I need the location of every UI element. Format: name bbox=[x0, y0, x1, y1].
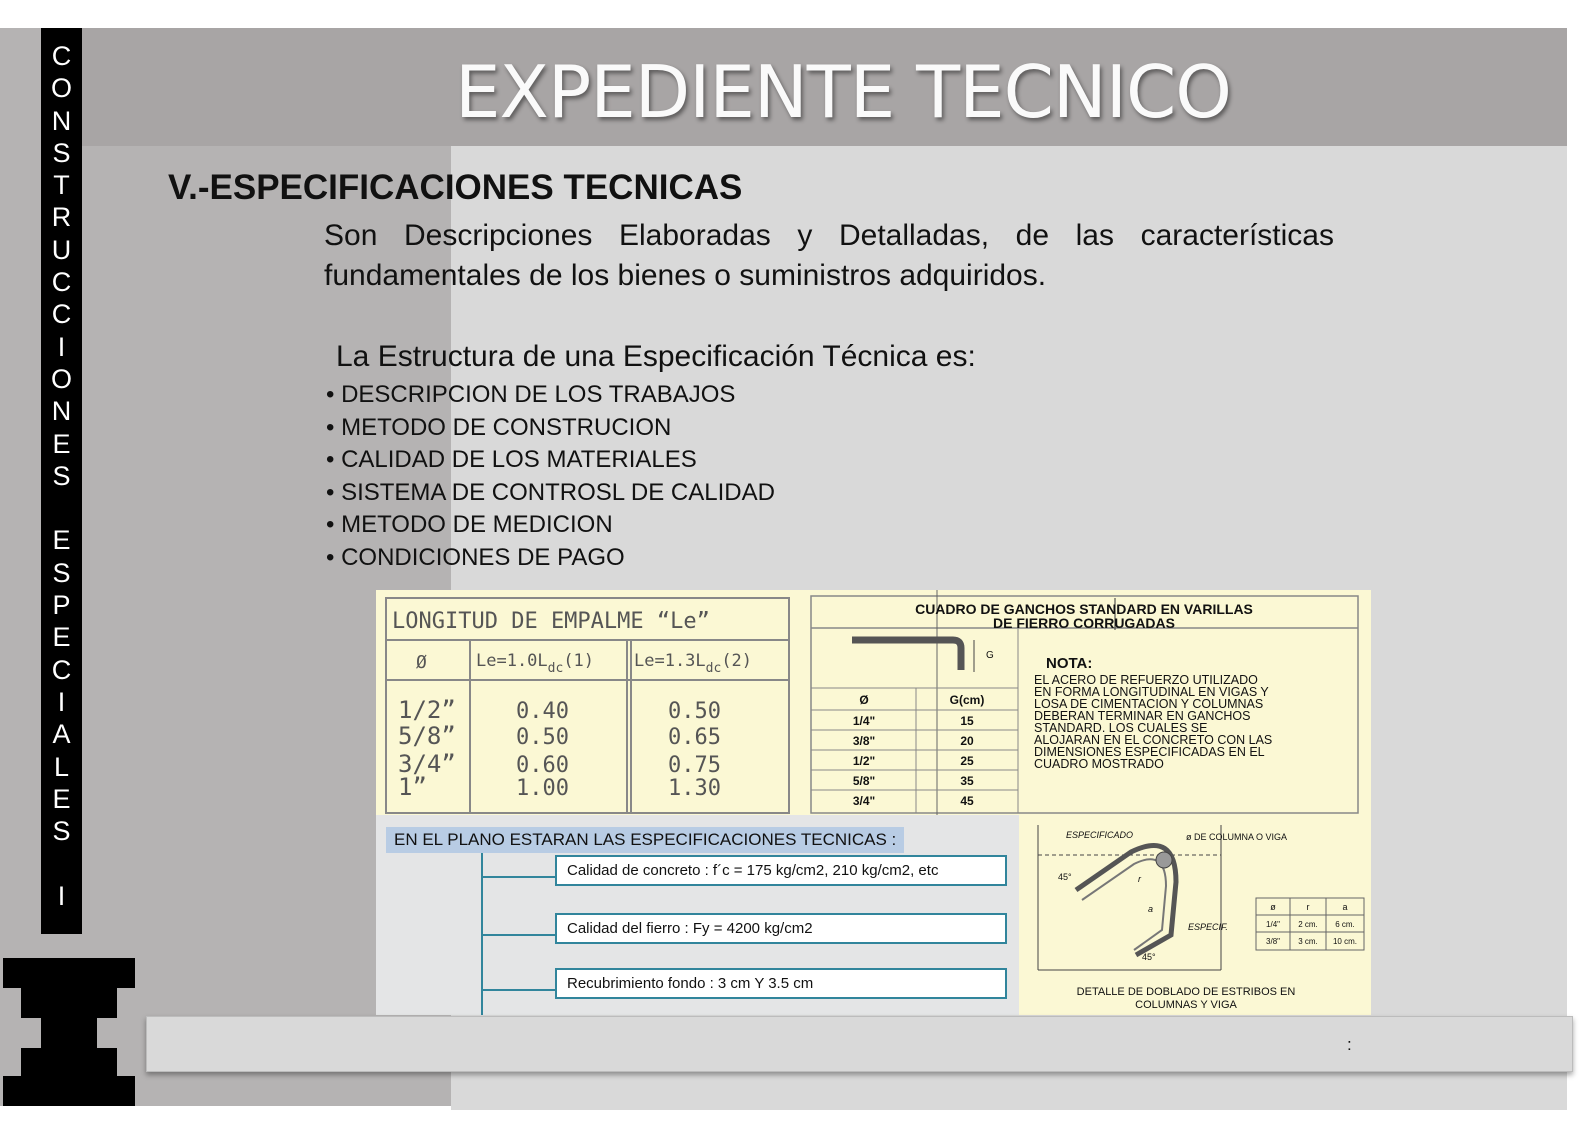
estribos-table-cell: 3 cm. bbox=[1298, 937, 1318, 946]
estribos-table-cell: 1/4" bbox=[1266, 920, 1280, 929]
technical-figure bbox=[376, 590, 1371, 1015]
empalme-cell: 1” bbox=[398, 773, 427, 801]
footer-text: : bbox=[1347, 1035, 1352, 1054]
list-item: • METODO DE MEDICION bbox=[326, 509, 775, 542]
empalme-cell: 0.40 bbox=[516, 699, 569, 724]
ganchos-header: G(cm) bbox=[949, 693, 985, 707]
vertical-side-text: C O N S T R U C C I O N E S E S P E C I A L E S I bbox=[50, 41, 72, 911]
list-item: • SISTEMA DE CONTROSL DE CALIDAD bbox=[326, 477, 775, 510]
estribos-angle-label: 45° bbox=[1058, 872, 1072, 882]
ganchos-header: Ø bbox=[859, 693, 869, 707]
estribos-table-header: ø bbox=[1270, 902, 1276, 912]
footer-bar bbox=[146, 1016, 1573, 1072]
empalme-cell: 0.50 bbox=[516, 725, 569, 750]
empalme-cell: 0.50 bbox=[668, 699, 721, 724]
section-heading: V.-ESPECIFICACIONES TECNICAS bbox=[168, 168, 743, 207]
estribos-table-header: a bbox=[1342, 902, 1348, 912]
estribos-table-cell: 2 cm. bbox=[1298, 920, 1318, 929]
ganchos-cell: 1/2" bbox=[852, 754, 876, 768]
ganchos-cell: 15 bbox=[960, 714, 974, 728]
ganchos-note-line: CUADRO MOSTRADO bbox=[1034, 757, 1164, 771]
ganchos-cell: 3/4" bbox=[852, 794, 876, 808]
plan-item-fierro: Calidad del fierro : Fy = 4200 kg/cm2 bbox=[555, 913, 1007, 944]
ganchos-note-line: STANDARD. LOS CUALES SE bbox=[1034, 721, 1208, 735]
empalme-cell: 1.00 bbox=[516, 776, 569, 801]
estribos-angle-label: 45° bbox=[1142, 952, 1156, 962]
estribos-table-cell: 6 cm. bbox=[1335, 920, 1355, 929]
list-item: • DESCRIPCION DE LOS TRABAJOS bbox=[326, 379, 775, 412]
slide-title: EXPEDIENTE TECNICO bbox=[455, 50, 1231, 134]
structure-list bbox=[326, 379, 775, 574]
ganchos-cell: 5/8" bbox=[852, 774, 876, 788]
estribos-label-especificado: ESPECIFICADO bbox=[1066, 830, 1134, 840]
empalme-header-diameter: Ø bbox=[416, 652, 427, 673]
estribos-table-cell: 10 cm. bbox=[1332, 937, 1358, 946]
estribos-detail bbox=[1024, 820, 1371, 1015]
plan-item-concreto: Calidad de concreto : f´c = 175 kg/cm2, 210 kg/cm2, etc bbox=[555, 855, 1007, 886]
list-item: • CALIDAD DE LOS MATERIALES bbox=[326, 444, 775, 477]
estribos-caption-line1: DETALLE DE DOBLADO DE ESTRIBOS EN bbox=[1076, 986, 1296, 998]
ganchos-cell: 3/8" bbox=[852, 734, 876, 748]
estribos-table-header: r bbox=[1306, 902, 1310, 912]
ganchos-note-line: EL ACERO DE REFUERZO UTILIZADO bbox=[1034, 673, 1258, 687]
empalme-cell: 1/2” bbox=[398, 696, 456, 724]
ganchos-title-line1: CUADRO DE GANCHOS STANDARD EN VARILLAS bbox=[915, 601, 1253, 617]
estribos-a-label: a bbox=[1148, 904, 1154, 914]
empalme-cell: 0.60 bbox=[516, 753, 569, 778]
estribos-label-columna: ø DE COLUMNA O VIGA bbox=[1186, 832, 1288, 842]
ganchos-note-line: DIMENSIONES ESPECIFICADAS EN EL bbox=[1034, 745, 1265, 759]
intro-paragraph: Son Descripciones Elaboradas y Detalladas, de las características fundamentales de los bienes o suministros adquiridos. bbox=[324, 219, 1334, 292]
empalme-cell: 0.65 bbox=[668, 725, 721, 750]
list-item: • METODO DE CONSTRUCION bbox=[326, 412, 775, 445]
empalme-header-le2: $Le=1.3L_{dc}(2)$ bbox=[634, 651, 753, 676]
ganchos-cell: 1/4" bbox=[852, 714, 876, 728]
plan-header: EN EL PLANO ESTARAN LAS ESPECIFICACIONES TECNICAS : bbox=[386, 827, 904, 853]
ganchos-cell: 35 bbox=[960, 774, 974, 788]
ganchos-note-title: NOTA: bbox=[1046, 655, 1093, 672]
ganchos-cell: 45 bbox=[960, 794, 974, 808]
empalme-cell: 0.75 bbox=[668, 753, 721, 778]
estribos-table-cell: 3/8" bbox=[1266, 937, 1280, 946]
estribos-r-label: r bbox=[1138, 874, 1141, 884]
ganchos-table bbox=[811, 590, 1358, 815]
list-item: • CONDICIONES DE PAGO bbox=[326, 542, 775, 575]
empalme-cell: 1.30 bbox=[668, 776, 721, 801]
empalme-table bbox=[386, 598, 789, 813]
vertical-side-bar bbox=[41, 28, 82, 934]
plan-specifications-panel bbox=[376, 815, 1019, 1015]
company-logo-icon bbox=[3, 958, 135, 1106]
empalme-cell: 5/8” bbox=[398, 722, 456, 750]
estribos-label-especif: ESPECIF. bbox=[1188, 922, 1228, 932]
ganchos-title-line2: DE FIERRO CORRUGADAS bbox=[992, 615, 1176, 631]
empalme-header-le1: $Le=1.0L_{dc}(1)$ bbox=[476, 651, 595, 676]
ganchos-note-line: LOSA DE CIMENTACION Y COLUMNAS bbox=[1034, 697, 1264, 711]
estribos-caption-line2: COLUMNAS Y VIGA bbox=[1135, 999, 1237, 1011]
ganchos-note-line: EN FORMA LONGITUDINAL EN VIGAS Y bbox=[1034, 685, 1269, 699]
plan-item-recubrimiento: Recubrimiento fondo : 3 cm Y 3.5 cm bbox=[555, 968, 1007, 999]
ganchos-cell: 20 bbox=[960, 734, 974, 748]
structure-title: La Estructura de una Especificación Técnica es: bbox=[336, 340, 976, 373]
ganchos-note-line: DEBERAN TERMINAR EN GANCHOS bbox=[1034, 709, 1251, 723]
ganchos-note-line: ALOJARAN EN EL CONCRETO CON LAS bbox=[1034, 733, 1273, 747]
ganchos-cell: 25 bbox=[960, 754, 974, 768]
empalme-cell: 3/4” bbox=[398, 750, 456, 778]
ganchos-dim-label: G bbox=[986, 650, 994, 661]
empalme-title: LONGITUD DE EMPALME “Le” bbox=[392, 609, 710, 634]
